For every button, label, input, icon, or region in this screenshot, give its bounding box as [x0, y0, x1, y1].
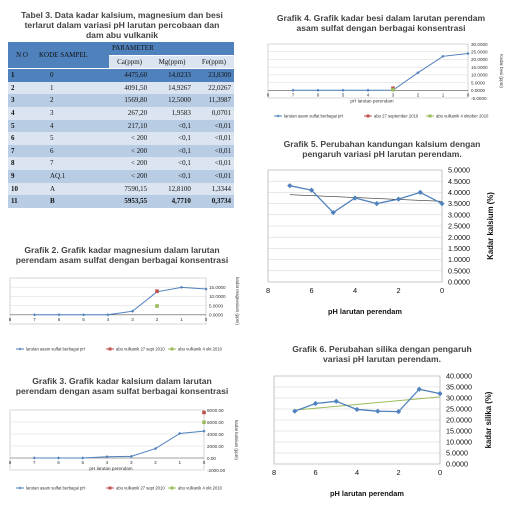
grafik2-chart [0, 268, 240, 360]
table-row [8, 69, 234, 82]
grafik6-chart [262, 372, 502, 514]
cell-kode: 4 [36, 120, 109, 133]
cell-mg: <0,1 [150, 170, 194, 183]
legend-label: larutan asam sulfat berbagai pH [26, 346, 86, 352]
x-tick-label: 1 [441, 92, 445, 98]
table-row [8, 183, 234, 196]
abu-27-sept-point [202, 411, 206, 415]
y-tick-label: 0.0000 [446, 459, 468, 469]
x-axis-label: pH larutan perendam [330, 489, 404, 498]
legend-marker [277, 115, 280, 118]
cell-fe: 0,0701 [194, 107, 234, 120]
x-tick-label: 7 [33, 316, 36, 322]
cell-kode: B [36, 195, 109, 208]
x-tick-label: 2 [155, 316, 159, 322]
table-row [8, 145, 234, 158]
y-tick-label: 10.0000 [471, 72, 488, 78]
x-tick-label: 6 [316, 92, 320, 98]
y-tick-label: 0.0000 [448, 277, 470, 287]
cell-ca: 7590,15 [109, 183, 150, 196]
y-tick-label: 40.0000 [446, 372, 472, 381]
y-tick-label: 15.0000 [471, 64, 488, 70]
col-fe-header: Fe(ppm) [194, 55, 234, 69]
grafik6-title: Grafik 6. Perubahan silika dengan pengaruh variasi pH larutan perendam. [292, 344, 472, 364]
legend-label: abu vulkanik 27 sept 2010 [116, 485, 165, 491]
cell-kode: 6 [36, 145, 109, 158]
y-tick-label: 2.5000 [448, 221, 470, 231]
cell-mg: <0,1 [150, 132, 194, 145]
col-parameter-header: PARAMETER [109, 42, 234, 55]
x-tick-label: 6 [309, 286, 314, 295]
col-mg-header: Mg(ppm) [150, 55, 194, 69]
x-tick-label: 8 [265, 286, 271, 295]
y-tick-label: 0.0000 [209, 312, 224, 318]
grafik5-title: Grafik 5. Perubahan kandungan kalsium dengan pengaruh variasi pH larutan perendam. [283, 139, 481, 159]
x-tick-label: 8 [8, 316, 12, 322]
cell-mg: <0,1 [150, 157, 194, 170]
cell-no: 6 [8, 132, 36, 145]
abu-4-okt-point [202, 420, 206, 424]
cell-fe: 1,3344 [194, 183, 234, 196]
x-tick-label: 4 [366, 92, 370, 98]
cell-ca: < 200 [109, 157, 150, 170]
x-tick-label: 7 [291, 92, 295, 98]
y-axis-label: Kadar besi (ppm) [499, 54, 504, 88]
legend-marker [171, 348, 174, 351]
y-tick-label: 1.0000 [448, 255, 470, 265]
y-tick-label: 10.0000 [209, 294, 226, 300]
legend-marker [19, 348, 22, 351]
cell-ca: 5953,55 [109, 195, 150, 208]
cell-fe: <0,01 [194, 120, 234, 133]
legend-label: abu 27 september 2010 [374, 113, 419, 119]
y-tick-label: 10.0000 [446, 437, 472, 447]
y-tick-label: 1.5000 [448, 244, 470, 253]
grafik2-title: Grafik 2. Grafik kadar magnesium dalam larutan perendam asam sulfat dengan berbagai konsentrasi [15, 245, 229, 265]
col-kode-header: KODE SAMPEL [36, 42, 109, 69]
x-tick-label: 4 [354, 468, 360, 477]
grafik5-chart [262, 164, 502, 330]
y-tick-label: 4.5000 [448, 176, 470, 186]
y-tick-label: 0.00 [207, 455, 216, 461]
x-tick-label: 0 [204, 316, 208, 322]
y-tick-label: 3.5000 [448, 199, 470, 209]
table-row [8, 94, 234, 107]
cell-mg: 12,8100 [150, 183, 194, 196]
cell-no: 3 [8, 94, 36, 107]
table-row [8, 170, 234, 183]
grafik4-chart [258, 38, 504, 124]
x-tick-label: 0 [437, 468, 443, 477]
x-tick-label: 3 [131, 316, 134, 322]
col-ca-header: Ca(ppm) [109, 55, 150, 69]
x-tick-label: 5 [81, 460, 85, 465]
cell-ca: 217,10 [109, 120, 150, 133]
cell-no: 1 [8, 69, 36, 82]
cell-mg: 1,9583 [150, 107, 194, 120]
y-tick-label: 0.5000 [448, 266, 470, 276]
table-row [8, 157, 234, 170]
grafik4-title: Grafik 4. Grafik kadar besi dalam larutan perendam asam sulfat dengan berbagai konsentrasi [276, 13, 486, 33]
abu-4-okt-point [155, 304, 159, 308]
y-tick-label: 20.0000 [446, 415, 472, 425]
legend-label: larutan asam sulfat berbagai pH [26, 485, 86, 491]
cell-kode: A [36, 183, 109, 196]
grafik3-chart [0, 402, 240, 497]
y-tick-label: -5.0000 [471, 95, 487, 101]
cell-fe: <0,01 [194, 157, 234, 170]
y-tick-label: 25.0000 [471, 49, 488, 55]
cell-kode: 1 [36, 82, 109, 95]
x-axis-label: pH larutan perendam [89, 466, 133, 471]
legend-marker [109, 487, 112, 490]
y-tick-label: 2.0000 [448, 232, 470, 242]
y-tick-label: 15.0000 [209, 285, 226, 290]
cell-ca: 4475,60 [109, 69, 150, 82]
cell-kode: 5 [36, 132, 109, 145]
legend-marker [367, 115, 370, 118]
legend-label: abu vulkanik 4 oktober 2010 [436, 113, 489, 119]
x-tick-label: 6 [57, 460, 60, 465]
y-tick-label: 4000.00 [207, 431, 224, 437]
x-tick-label: 1 [180, 316, 183, 322]
cell-kode: AQ.1 [36, 170, 109, 183]
x-tick-label: 6 [313, 468, 318, 477]
cell-ca: < 200 [109, 145, 150, 158]
y-tick-label: -2000.00 [207, 467, 226, 473]
cell-mg: <0,1 [150, 120, 194, 133]
cell-no: 8 [8, 157, 36, 170]
x-tick-label: 1 [178, 460, 182, 465]
cell-no: 9 [8, 170, 36, 183]
cell-fe: <0,01 [194, 145, 234, 158]
table-row [8, 195, 234, 208]
table-row [8, 107, 234, 120]
cell-ca: 267,20 [109, 107, 150, 120]
y-tick-label: 30.0000 [446, 393, 472, 403]
legend-label: abu vulkanik 27 sept 2010 [116, 346, 165, 352]
cell-no: 11 [8, 195, 36, 208]
x-tick-label: 4 [105, 460, 109, 465]
cell-ca: < 200 [109, 170, 150, 183]
abu-4-okt-point [391, 88, 395, 92]
table-row [8, 120, 234, 133]
y-tick-label: 4.0000 [448, 188, 470, 197]
legend-label: larutan asam sulfat berbagai pH [284, 113, 344, 119]
x-tick-label: 8 [271, 468, 277, 477]
y-tick-label: 5.0000 [471, 80, 486, 86]
legend-label: abu vulkanik 4 okt 2010 [178, 346, 222, 352]
cell-ca: < 200 [109, 132, 150, 145]
x-tick-label: 0 [439, 286, 445, 295]
x-tick-label: 4 [352, 286, 358, 295]
x-axis-label: pH larutan perendam [328, 307, 402, 316]
y-tick-label: 30.0000 [471, 41, 488, 47]
cell-kode: 0 [36, 69, 109, 82]
legend-marker [429, 115, 432, 118]
x-tick-label: 8 [8, 460, 12, 465]
legend-marker [109, 348, 112, 351]
cell-no: 7 [8, 145, 36, 158]
cell-kode: 7 [36, 157, 109, 170]
y-tick-label: 15.0000 [446, 426, 472, 436]
x-tick-label: 0 [202, 460, 206, 465]
table-row [8, 132, 234, 145]
y-tick-label: 2000.00 [207, 443, 224, 449]
y-tick-label: 8000.00 [207, 407, 224, 413]
x-tick-label: 5 [341, 92, 345, 98]
x-tick-label: 6 [57, 316, 61, 322]
y-axis-label: kadar magnesium (ppm) [235, 277, 240, 325]
y-tick-label: 35.0000 [446, 382, 472, 392]
x-tick-label: 4 [106, 316, 110, 322]
y-tick-label: 5.0000 [448, 165, 470, 175]
cell-ca: 1569,80 [109, 94, 150, 107]
x-tick-label: 2 [416, 92, 420, 98]
cell-mg: <0,1 [150, 145, 194, 158]
y-tick-label: 6000.00 [207, 419, 224, 425]
y-tick-label: 5.0000 [446, 448, 468, 458]
cell-kode: 2 [36, 94, 109, 107]
cell-fe: <0,01 [194, 132, 234, 145]
grafik3-title: Grafik 3. Grafik kadar kalsium dalam larutan perendam dengan asam sulfat berbagai konsentrasi [15, 376, 229, 396]
cell-mg: 14,0233 [150, 69, 194, 82]
cell-no: 10 [8, 183, 36, 196]
y-tick-label: 20.0000 [471, 57, 488, 63]
table3-title: Tabel 3. Data kadar kalsium, magnesium dan besi terlarut dalam variasi pH larutan percobaan dan dam abu vulkanik [21, 10, 223, 40]
y-tick-label: 25.0000 [446, 404, 472, 414]
y-tick-label: 0.0000 [471, 88, 486, 94]
legend-marker [19, 487, 22, 490]
y-axis-label: Kadar kalsium (%) [486, 192, 495, 260]
x-tick-label: 7 [32, 460, 36, 465]
x-tick-label: 3 [129, 460, 133, 465]
col-no-header: N O [8, 42, 36, 69]
data-table [8, 42, 234, 208]
cell-fe: 11,3987 [194, 94, 234, 107]
x-tick-label: 3 [391, 92, 395, 98]
x-tick-label: 0 [466, 92, 470, 98]
cell-no: 2 [8, 82, 36, 95]
x-axis-label: pH larutan perendam [350, 98, 394, 104]
cell-ca: 4091,50 [109, 82, 150, 95]
cell-kode: 3 [36, 107, 109, 120]
x-tick-label: 2 [396, 286, 401, 295]
cell-fe: <0,01 [194, 170, 234, 183]
x-tick-label: 2 [396, 468, 401, 477]
y-tick-label: 5.0000 [209, 303, 224, 309]
cell-mg: 14,9267 [150, 82, 194, 95]
cell-no: 4 [8, 107, 36, 120]
y-axis-label: kadar kalsium (ppm) [234, 420, 239, 460]
cell-mg: 4,7710 [150, 195, 194, 208]
cell-fe: 22,0267 [194, 82, 234, 95]
cell-fe: 0,3734 [194, 195, 234, 208]
y-axis-label: kadar silika (%) [484, 391, 493, 449]
legend-label: abu vulkanik 4 okt 2010 [178, 485, 222, 491]
cell-no: 5 [8, 120, 36, 133]
abu-27-sept-point [155, 289, 159, 293]
y-tick-label: 3.0000 [448, 210, 470, 220]
x-tick-label: 2 [154, 460, 157, 465]
cell-fe: 23,8300 [194, 69, 234, 82]
cell-mg: 12,5000 [150, 94, 194, 107]
x-tick-label: 5 [82, 316, 85, 322]
table-row [8, 82, 234, 95]
legend-marker [171, 487, 174, 490]
x-tick-label: 8 [266, 92, 270, 98]
